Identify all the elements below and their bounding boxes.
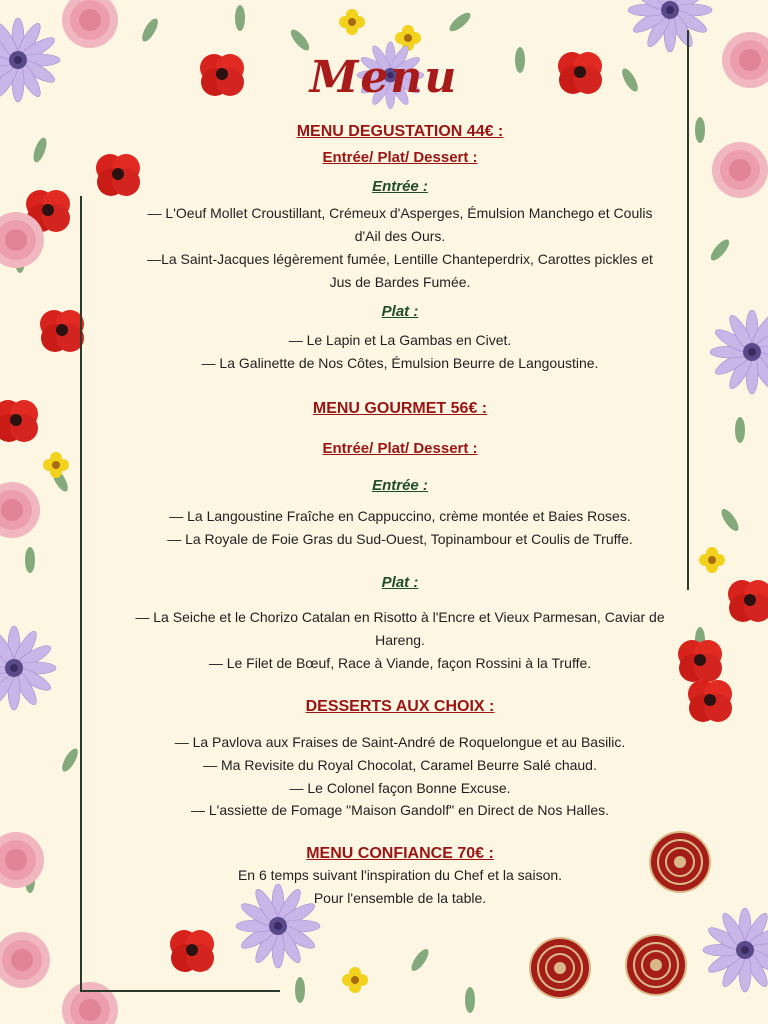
dessert-line: — Ma Revisite du Royal Chocolat, Caramel Beurre Salé chaud. [203, 757, 597, 773]
menu-title: Menu [309, 52, 459, 103]
gourmet-plat-line: Hareng. [375, 632, 425, 648]
frame-bottom-line [80, 990, 280, 992]
degustation-entree-line: Jus de Bardes Fumée. [329, 274, 471, 290]
degustation-heading: MENU DEGUSTATION 44€ : [296, 123, 504, 140]
degustation-plat-label: Plat : [381, 303, 419, 320]
gourmet-subheading: Entrée/ Plat/ Dessert : [322, 440, 478, 457]
gourmet-plat-line: — La Seiche et le Chorizo Catalan en Risotto à l'Encre et Vieux Parmesan, Caviar de [135, 609, 665, 625]
degustation-entree-line: —La Saint-Jacques légèrement fumée, Lentille Chanteperdrix, Carottes pickles et [147, 251, 653, 267]
degustation-entree-label: Entrée : [372, 178, 428, 195]
degustation-entree-line: d'Ail des Ours. [354, 228, 446, 244]
degustation-subheading: Entrée/ Plat/ Dessert : [322, 149, 478, 166]
confiance-line: En 6 temps suivant l'inspiration du Chef et la saison. [237, 867, 563, 883]
confiance-line: Pour l'ensemble de la table. [313, 890, 487, 906]
gourmet-entree-line: — La Royale de Foie Gras du Sud-Ouest, Topinambour et Coulis de Truffe. [167, 531, 633, 547]
dessert-line: — La Pavlova aux Fraises de Saint-André de Roquelongue et au Basilic. [174, 734, 626, 750]
dessert-line: — L'assiette de Fomage "Maison Gandolf" en Direct de Nos Halles. [190, 802, 610, 818]
degustation-entree-line: — L'Oeuf Mollet Croustillant, Crémeux d'Asperges, Émulsion Manchego et Coulis [147, 205, 653, 221]
dessert-line: — Le Colonel façon Bonne Excuse. [289, 780, 511, 796]
gourmet-entree-line: — La Langoustine Fraîche en Cappuccino, crème montée et Baies Roses. [169, 508, 631, 524]
gourmet-entree-label: Entrée : [372, 477, 428, 494]
gourmet-plat-label: Plat : [381, 574, 419, 591]
degustation-plat-line: — La Galinette de Nos Côtes, Émulsion Beurre de Langoustine. [201, 355, 599, 371]
confiance-heading: MENU CONFIANCE 70€ : [306, 845, 494, 862]
gourmet-plat-line: — Le Filet de Bœuf, Race à Viande, façon Rossini à la Truffe. [208, 655, 592, 671]
gourmet-heading: MENU GOURMET 56€ : [312, 400, 488, 417]
frame-left-line [80, 196, 82, 992]
degustation-plat-line: — Le Lapin et La Gambas en Civet. [288, 332, 512, 348]
desserts-heading: DESSERTS AUX CHOIX : [305, 698, 495, 715]
